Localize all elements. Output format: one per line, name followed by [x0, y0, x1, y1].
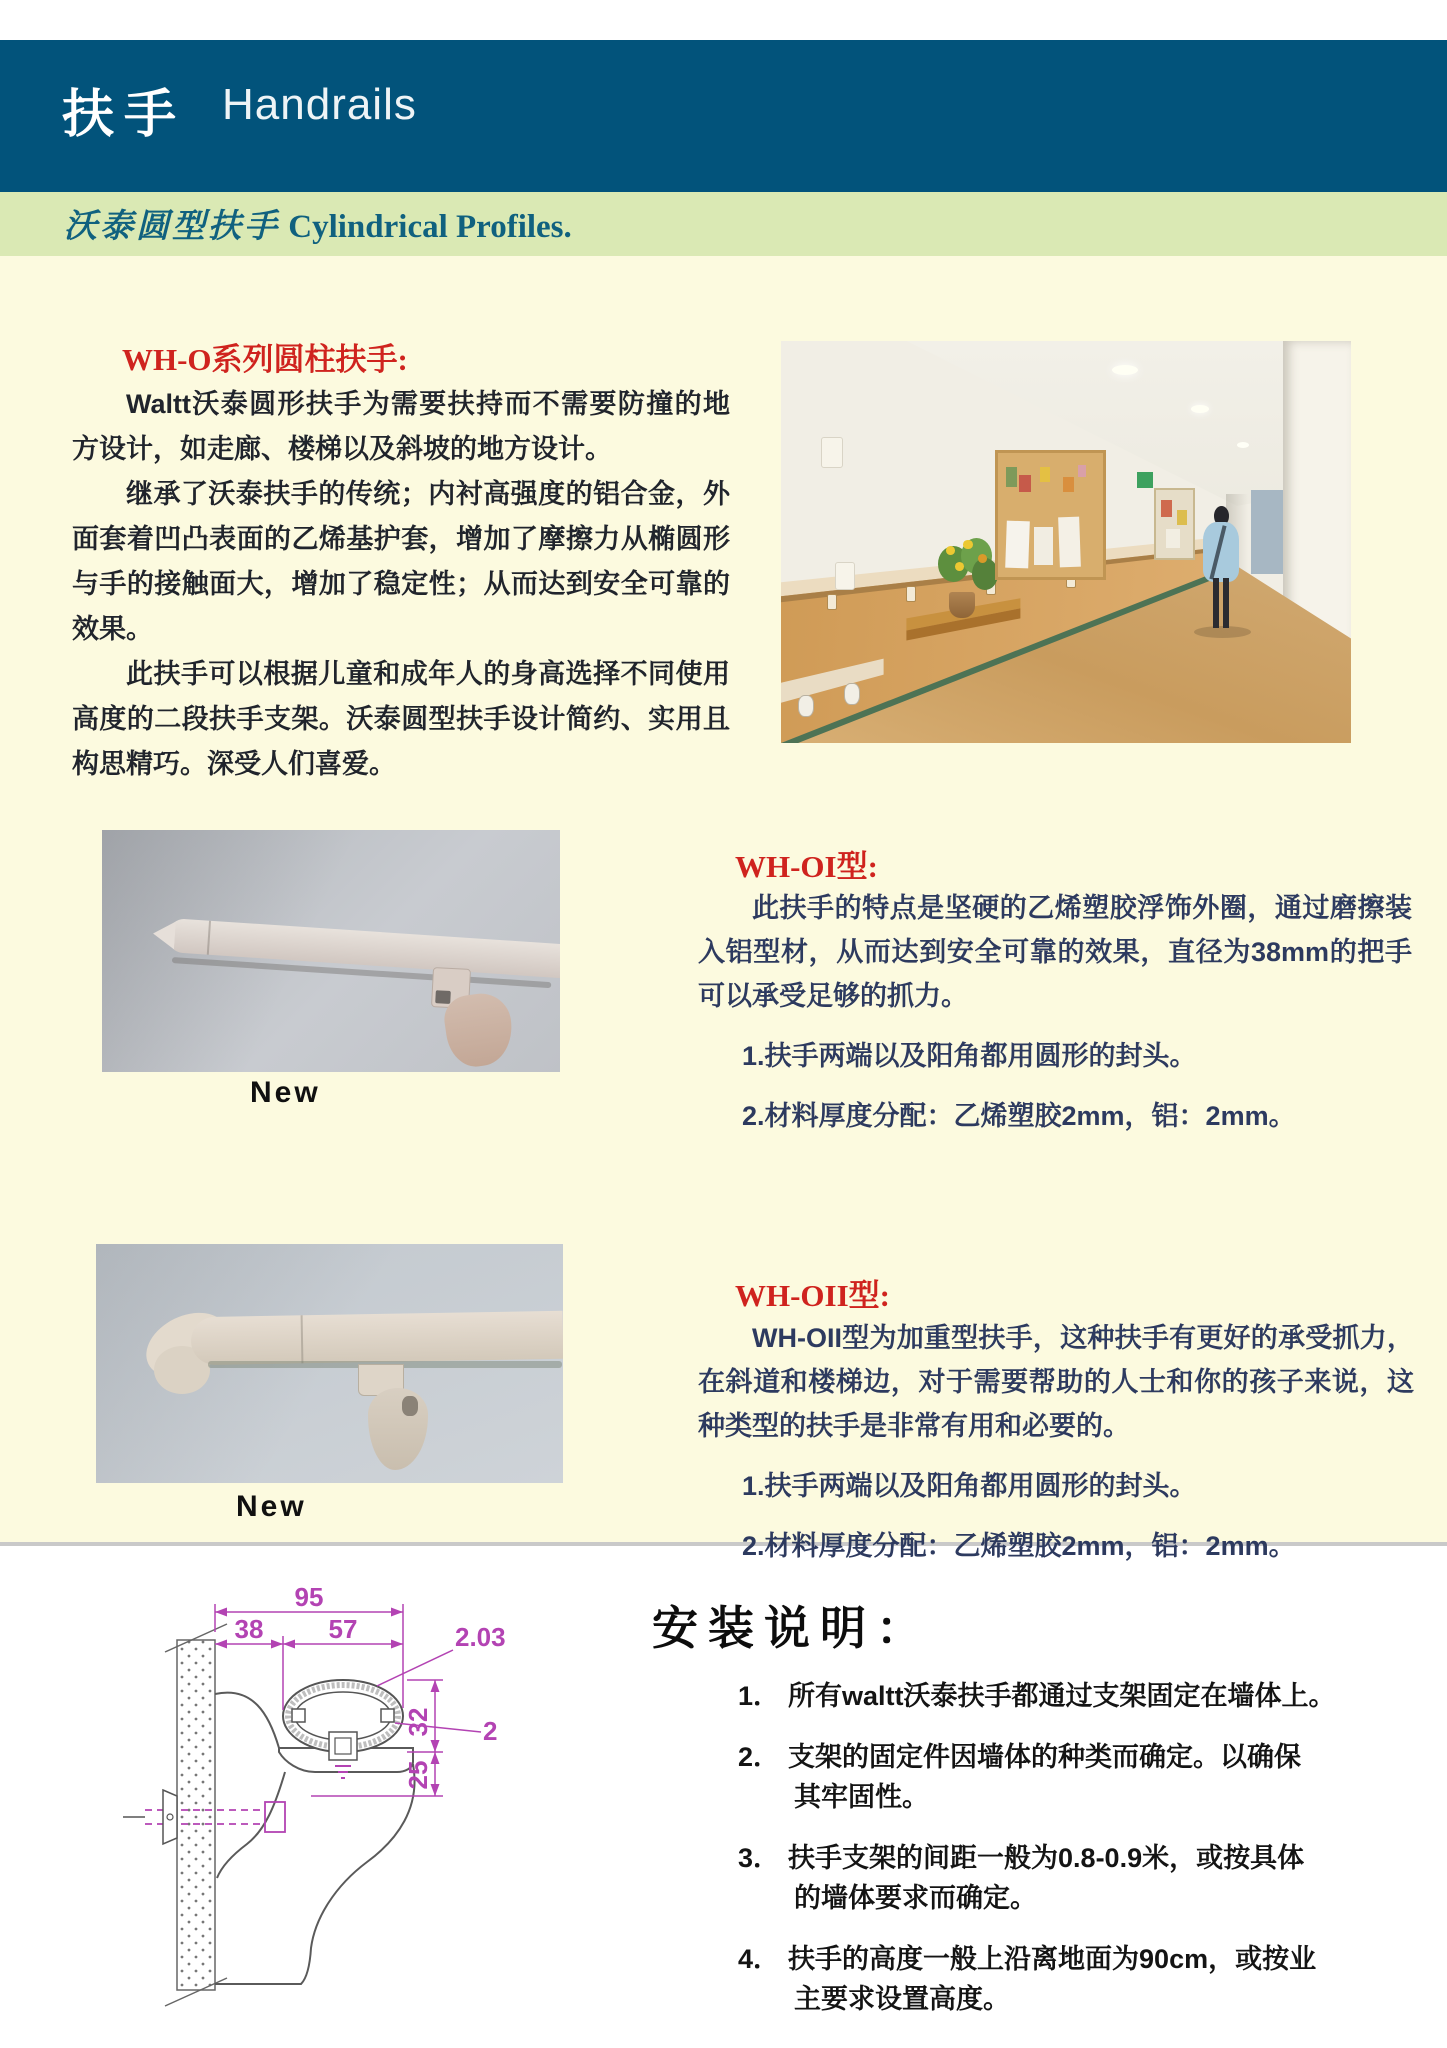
install-list: [738, 1676, 1410, 2040]
wall-switch-2: [835, 562, 855, 590]
new-badge-2: New: [236, 1490, 307, 1523]
wh-oi-paragraph: 此扶手的特点是坚硬的乙烯塑胶浮饰外圈，通过磨擦装入铝型材，从而达到安全可靠的效果，直径为38mm的把手可以承受足够的抓力。: [698, 893, 1412, 1011]
install-item-2-text: 支架的固定件因墙体的种类而确定。以确保: [788, 1742, 1302, 1772]
ceiling-light-3: [1237, 442, 1249, 448]
flower-bloom-3: [978, 554, 987, 563]
page-title-en: Handrails: [222, 80, 417, 129]
wh-oi-spec-2: 2.材料厚度分配：乙烯塑胶2mm，铝：2mm。: [742, 1101, 1296, 1131]
subtitle-en: Cylindrical Profiles.: [280, 209, 572, 245]
foreground-bracket-2: [844, 683, 860, 705]
wh-oii-paragraph: WH-OII型为加重型扶手，这种扶手有更好的承受抓力，在斜道和楼梯边，对于需要帮助的人士和你的孩子来说，这种类型的扶手是非常有用和必要的。: [698, 1323, 1414, 1441]
bulletin-board: [995, 450, 1106, 581]
install-item-2: [738, 1737, 1410, 1817]
exit-sign: [1137, 472, 1153, 488]
wh-oi-description: [698, 886, 1412, 1138]
dim-95: 95: [294, 1582, 324, 1612]
series-paragraph-1: Waltt沃泰圆形扶手为需要扶持而不需要防撞的地方设计，如走廊、楼梯以及斜坡的地方设计。: [72, 389, 730, 464]
pinned-paper-2: [1034, 527, 1053, 564]
page-title-zh: 扶手: [62, 86, 187, 144]
series-paragraph-3: 此扶手可以根据儿童和成年人的身高选择不同使用高度的二段扶手支架。沃泰圆型扶手设计简约、实用且构思精巧。深受人们喜爱。: [72, 659, 730, 779]
dim-2-03: 2.03: [455, 1622, 506, 1652]
photo2-rail-seam: [301, 1315, 304, 1363]
install-item-4-cont: 主要求设置高度。: [794, 1984, 1010, 2014]
install-item-1-text: 所有waltt沃泰扶手都通过支架固定在墙体上。: [788, 1681, 1336, 1711]
series-description: [72, 382, 730, 787]
flower-bloom-4: [955, 562, 964, 571]
photo1-rail-seam: [207, 921, 211, 955]
flower-pot: [949, 592, 975, 618]
rail-bracket-1: [827, 594, 837, 610]
wh-oi-heading: WH-OI型:: [735, 849, 878, 884]
far-pin-3: [1166, 529, 1181, 548]
flower-foliage-3: [972, 558, 998, 590]
install-heading: 安装说明：: [652, 1603, 932, 1654]
dim-2: 2: [483, 1716, 498, 1746]
pinned-card-red: [1019, 475, 1032, 492]
wh-oii-description: [698, 1316, 1414, 1568]
series-heading: WH-O系列圆柱扶手:: [122, 342, 408, 377]
rail-bracket-2: [906, 586, 916, 602]
install-item-3: [738, 1838, 1410, 1918]
product-photo-wh-oi: [102, 830, 560, 1072]
install-item-3-number: 3．: [738, 1843, 781, 1873]
product-photo-wh-oii: [96, 1244, 563, 1483]
photo2-handrail: [191, 1311, 563, 1365]
wh-oi-spec-1: 1.扶手两端以及阳角都用圆形的封头。: [742, 1041, 1197, 1071]
photo2-bracket-notch: [402, 1396, 418, 1416]
install-item-2-cont: 其牢固性。: [794, 1782, 929, 1812]
install-item-1: [738, 1676, 1410, 1716]
photo1-bracket-slot: [435, 990, 451, 1004]
far-pin-1: [1161, 500, 1172, 517]
wall-switch-1: [821, 437, 843, 467]
ceiling-light-1: [1112, 365, 1138, 375]
person-leg-right: [1223, 578, 1229, 628]
clamp-block: [329, 1732, 357, 1760]
dim-57: 57: [328, 1614, 358, 1644]
pinned-card-pink: [1078, 465, 1086, 477]
install-item-3-cont: 的墙体要求而确定。: [794, 1883, 1037, 1913]
install-item-4: [738, 1939, 1410, 2019]
dim-25: 25: [403, 1760, 433, 1790]
foreground-bracket-1: [798, 695, 814, 717]
flower-bloom-2: [963, 540, 972, 549]
far-pin-2: [1177, 510, 1187, 525]
section-subtitle: [64, 200, 572, 247]
hallway-far-door: [1251, 490, 1282, 574]
inner-slot-left: [292, 1709, 305, 1722]
pinned-paper-3: [1058, 517, 1081, 568]
pinned-card-yellow: [1040, 467, 1051, 482]
subtitle-zh: 沃泰圆型扶手: [64, 209, 280, 245]
header-band: [0, 40, 1447, 192]
pinned-paper-1: [1005, 521, 1030, 569]
wh-oii-spec-list: [698, 1464, 1414, 1568]
new-badge-1: New: [250, 1076, 321, 1109]
install-item-4-number: 4．: [738, 1944, 781, 1974]
pinned-card-green: [1006, 467, 1017, 487]
dim-38: 38: [234, 1614, 264, 1644]
cross-section-diagram: [115, 1582, 565, 2048]
install-item-4-text: 扶手的高度一般上沿离地面为90cm，或按业: [788, 1944, 1317, 1974]
person-leg-left: [1213, 578, 1219, 628]
wh-oii-heading: WH-OII型:: [735, 1278, 890, 1313]
wh-oii-spec-2: 2.材料厚度分配：乙烯塑胶2mm，铝：2mm。: [742, 1531, 1296, 1561]
wh-oii-spec-1: 1.扶手两端以及阳角都用圆形的封头。: [742, 1471, 1197, 1501]
wh-oi-spec-list: [698, 1034, 1412, 1138]
install-item-1-number: 1．: [738, 1681, 781, 1711]
inner-slot-right: [381, 1709, 394, 1722]
far-bulletin-board: [1154, 488, 1195, 560]
handrail-cross-section: [283, 1680, 403, 1778]
pinned-card-orange: [1063, 477, 1074, 492]
install-item-2-number: 2．: [738, 1742, 781, 1772]
hallway-photo: [781, 341, 1351, 743]
series-paragraph-2: 继承了沃泰扶手的传统；内衬高强度的铝合金，外面套着凹凸表面的乙烯基护套，增加了摩擦力从椭圆形与手的接触面大，增加了稳定性；从而达到安全可靠的效果。: [72, 479, 730, 644]
dim-32: 32: [403, 1707, 433, 1737]
person: [1200, 506, 1243, 631]
install-item-3-text: 扶手支架的间距一般为0.8-0.9米，或按具体: [788, 1843, 1305, 1873]
